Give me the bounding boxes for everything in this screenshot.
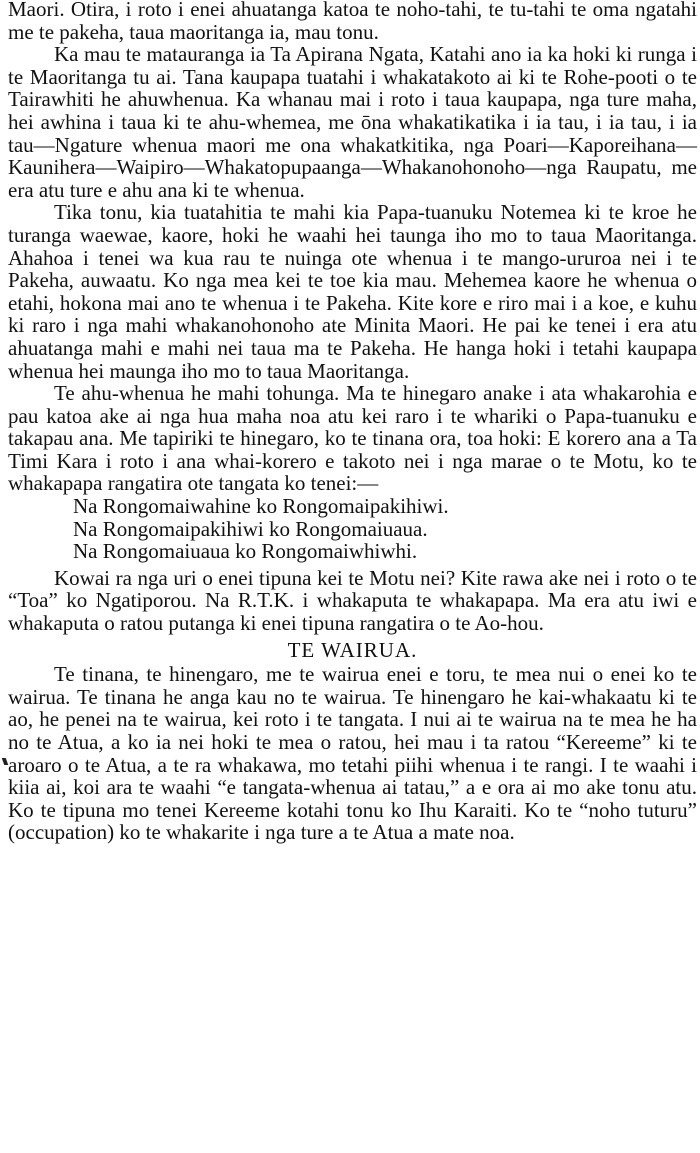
paragraph-ngata: Ka mau te matauranga ia Ta Apirana Ngata, Katahi ano ia ka hoki ki runga i te Maoritanga tu ai. Tana kaupapa tuatahi i whakatakoto ai ki te Rohe-pooti o te Tairawhiti he ahuwhenua. Ka whanau mai i roto i taua kaupapa, nga ture maha, hei awhina i taua ki te ahu-whemea, me ōna whakatikatika i ia tau, i ia tau, i ia tau—Ngature whenua maori me ona whakatkitika, nga Poari—Kaporeihana—Kaunihera—Waipiro—Whakatopupaanga—Whakanohonoho—nga Raupatu, me era atu ture e ahu ana ki te whenua. (8, 42, 697, 202)
paragraph-papa-tuanuku: Tika tonu, kia tuatahitia te mahi kia Papa-tuanuku Notemea ki te kroe he turanga waewae, kaore, hoki he waahi hei taunga iho mo to taua Maoritanga. Ahahoa i tenei wa kua rau te nuinga ote whenua i te mango-ururoa nei i te Pakeha, auwaatu. Ko nga mea kei te toe kia mau. Mehemea kaore he whenua o etahi, hokona mai ano te whenua i te Pakeha. Kite kore e riro mai i a koe, e kuhu ki raro i nga mahi whakanohonoho ate Minita Maori. He pai ke tenei i era atu ahuatanga mahi e mahi nei taua ma te Pakeha. He hanga hoki i tetahi kaupapa whenua hei maunga iho mo to taua Maoritanga. (8, 200, 697, 383)
paragraph-uri: Kowai ra nga uri o enei tipuna kei te Motu nei? Kite rawa ake nei i roto o te “Toa” ko Ngatiporou. Na R.T.K. i whakaputa te whakapapa. Ma era atu iwi e whakaputa o ratou putanga ki enei tipuna rangatira o te Ao-hou. (8, 565, 697, 636)
genealogy-line: Na Rongomaiuaua ko Rongomaiwhiwhi. (73, 539, 418, 564)
paragraph-ahu-whenua: Te ahu-whenua he mahi tohunga. Ma te hinegaro anake i ata whakarohia e pau katoa ake ai nga hua maha noa atu kei raro i te whariki o Papa-tuanuku e takapau ana. Me tapiriki te hinegaro, ko te tinana ora, toa hoki: E korero ana a Ta Timi Kara i roto i ana whai-korero e takoto nei i nga marae o te Motu, ko te whakapapa rangatira ote tangata ko tenei:— (8, 381, 697, 496)
genealogy-line: Na Rongomaipakihiwi ko Rongomaiuaua. (73, 516, 428, 541)
section-heading: TE WAIRUA. (287, 637, 418, 662)
genealogy-list (8, 495, 697, 563)
genealogy-line: Na Rongomaiwahine ko Rongomaipakihiwi. (73, 494, 449, 519)
paragraph-wairua: Te tinana, te hinengaro, me te wairua enei e toru, te mea nui o enei ko te wairua. Te tinana he anga kau no te wairua. Te hinengaro he kai-whakaatu ki te ao, he penei na te wairua, kei roto i te tangata. I nui ai te wairua na te mea he ha no te Atua, a ko ia nei hoki te mea o ratou, hei mau i ta ratou “Kereeme” ki te aroaro o te Atua, a te ra whakawa, mo tetahi piihi whenua i te rangi. I te waahi i kiia ai, koi ara te waahi “e tangata-whenua ai tatau,” a e ora ai mo ake tonu atu. Ko te tipuna mo tenei Kereeme kotahi tonu ko Ihu Karaiti. Ko te “noho tuturu” (occupation) ko te whakarite i nga ture a te Atua a mate noa. (8, 662, 697, 845)
paragraph-continuation: Maori. Otira, i roto i enei ahuatanga katoa te noho-tahi, te tu-tahi te oma ngatahi me te pakeha, taua maoritanga ia, mau tonu. (8, 0, 697, 44)
